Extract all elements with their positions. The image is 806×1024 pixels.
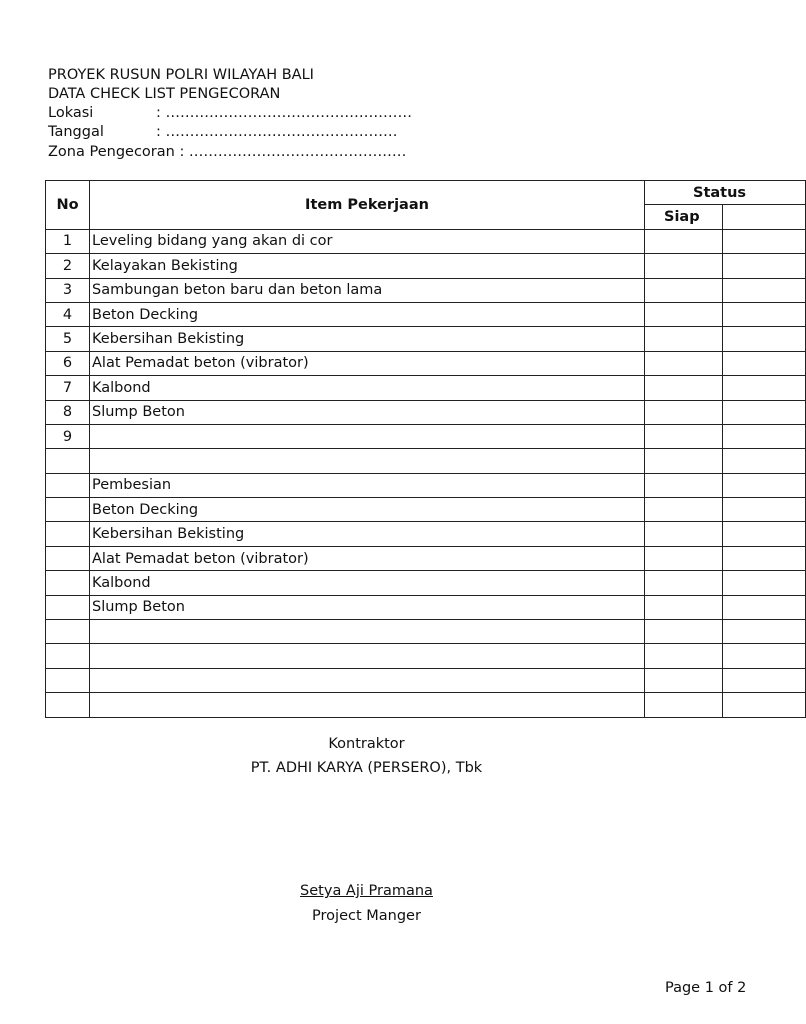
table-row bbox=[46, 693, 806, 717]
header-item-pekerjaan: Item Pekerjaan bbox=[90, 181, 645, 230]
row-item: Alat Pemadat beton (vibrator) bbox=[90, 351, 645, 375]
row-number: 9 bbox=[46, 424, 90, 448]
row-number: 8 bbox=[46, 400, 90, 424]
row-siap-cell bbox=[645, 302, 723, 326]
row-siap-cell bbox=[645, 400, 723, 424]
header-status-other bbox=[723, 205, 806, 229]
row-item bbox=[90, 644, 645, 668]
row-siap-cell bbox=[645, 620, 723, 644]
row-number: 5 bbox=[46, 327, 90, 351]
table-row bbox=[46, 424, 806, 448]
row-item: Alat Pemadat beton (vibrator) bbox=[90, 546, 645, 570]
row-status-cell bbox=[723, 668, 806, 692]
row-siap-cell bbox=[645, 376, 723, 400]
checklist-table bbox=[45, 180, 806, 718]
row-number bbox=[46, 449, 90, 473]
row-siap-cell bbox=[645, 546, 723, 570]
table-row bbox=[46, 327, 806, 351]
row-siap-cell bbox=[645, 522, 723, 546]
table-row bbox=[46, 668, 806, 692]
row-status-cell bbox=[723, 254, 806, 278]
row-item bbox=[90, 668, 645, 692]
row-number: 4 bbox=[46, 302, 90, 326]
table-row bbox=[46, 278, 806, 302]
row-number: 6 bbox=[46, 351, 90, 375]
table-row bbox=[46, 595, 806, 619]
kontraktor-label: Kontraktor bbox=[328, 736, 405, 752]
lokasi-label: Lokasi bbox=[48, 105, 94, 121]
page-number: Page 1 of 2 bbox=[665, 980, 747, 996]
row-status-cell bbox=[723, 449, 806, 473]
row-item: Kalbond bbox=[90, 571, 645, 595]
zona-pengecoran-line: Zona Pengecoran : ……………………………………… bbox=[48, 144, 407, 160]
row-status-cell bbox=[723, 498, 806, 522]
lokasi-line bbox=[48, 104, 412, 123]
lokasi-value: : …………………………………………… bbox=[156, 105, 412, 121]
row-item bbox=[90, 424, 645, 448]
table-row bbox=[46, 498, 806, 522]
table-row bbox=[46, 546, 806, 570]
tanggal-label: Tanggal bbox=[48, 124, 104, 140]
row-status-cell bbox=[723, 327, 806, 351]
row-item: Pembesian bbox=[90, 473, 645, 497]
row-item: Beton Decking bbox=[90, 302, 645, 326]
signer-name: Setya Aji Pramana bbox=[300, 883, 433, 899]
row-number bbox=[46, 571, 90, 595]
row-status-cell bbox=[723, 473, 806, 497]
table-row bbox=[46, 571, 806, 595]
row-status-cell bbox=[723, 400, 806, 424]
row-number: 1 bbox=[46, 229, 90, 253]
row-status-cell bbox=[723, 278, 806, 302]
header-siap: Siap bbox=[645, 205, 723, 229]
table-row bbox=[46, 229, 806, 253]
row-siap-cell bbox=[645, 498, 723, 522]
row-siap-cell bbox=[645, 644, 723, 668]
row-item: Slump Beton bbox=[90, 400, 645, 424]
row-siap-cell bbox=[645, 254, 723, 278]
signer-role: Project Manger bbox=[312, 908, 421, 924]
checklist-rows bbox=[46, 229, 806, 717]
row-siap-cell bbox=[645, 278, 723, 302]
table-row bbox=[46, 351, 806, 375]
row-number bbox=[46, 668, 90, 692]
row-item: Kalbond bbox=[90, 376, 645, 400]
table-row bbox=[46, 522, 806, 546]
row-siap-cell bbox=[645, 693, 723, 717]
table-row bbox=[46, 400, 806, 424]
row-number bbox=[46, 522, 90, 546]
row-number bbox=[46, 498, 90, 522]
table-row bbox=[46, 254, 806, 278]
row-item: Kebersihan Bekisting bbox=[90, 327, 645, 351]
row-item bbox=[90, 693, 645, 717]
row-number bbox=[46, 620, 90, 644]
row-status-cell bbox=[723, 620, 806, 644]
row-item: Sambungan beton baru dan beton lama bbox=[90, 278, 645, 302]
table-row bbox=[46, 449, 806, 473]
row-siap-cell bbox=[645, 424, 723, 448]
row-status-cell bbox=[723, 302, 806, 326]
row-number: 2 bbox=[46, 254, 90, 278]
row-siap-cell bbox=[645, 351, 723, 375]
row-item: Slump Beton bbox=[90, 595, 645, 619]
tanggal-value: : ………………………………………… bbox=[156, 124, 398, 140]
row-item: Kebersihan Bekisting bbox=[90, 522, 645, 546]
table-row bbox=[46, 644, 806, 668]
row-siap-cell bbox=[645, 668, 723, 692]
document-subtitle: DATA CHECK LIST PENGECORAN bbox=[48, 86, 281, 102]
row-status-cell bbox=[723, 571, 806, 595]
row-number: 3 bbox=[46, 278, 90, 302]
row-siap-cell bbox=[645, 473, 723, 497]
row-status-cell bbox=[723, 644, 806, 668]
row-number bbox=[46, 644, 90, 668]
row-status-cell bbox=[723, 546, 806, 570]
header-status: Status bbox=[645, 181, 806, 205]
row-siap-cell bbox=[645, 595, 723, 619]
row-item: Kelayakan Bekisting bbox=[90, 254, 645, 278]
checklist-table-wrapper bbox=[45, 180, 747, 708]
table-row bbox=[46, 302, 806, 326]
row-number: 7 bbox=[46, 376, 90, 400]
row-siap-cell bbox=[645, 229, 723, 253]
row-status-cell bbox=[723, 424, 806, 448]
row-number bbox=[46, 473, 90, 497]
row-number bbox=[46, 546, 90, 570]
row-status-cell bbox=[723, 376, 806, 400]
row-status-cell bbox=[723, 522, 806, 546]
row-item: Leveling bidang yang akan di cor bbox=[90, 229, 645, 253]
row-number bbox=[46, 595, 90, 619]
row-item: Beton Decking bbox=[90, 498, 645, 522]
row-siap-cell bbox=[645, 449, 723, 473]
tanggal-line bbox=[48, 123, 398, 142]
table-row bbox=[46, 473, 806, 497]
row-status-cell bbox=[723, 693, 806, 717]
row-item bbox=[90, 449, 645, 473]
row-status-cell bbox=[723, 595, 806, 619]
row-status-cell bbox=[723, 229, 806, 253]
table-row bbox=[46, 376, 806, 400]
document-title: PROYEK RUSUN POLRI WILAYAH BALI bbox=[48, 67, 314, 83]
table-row bbox=[46, 620, 806, 644]
header-no: No bbox=[46, 181, 90, 230]
row-siap-cell bbox=[645, 327, 723, 351]
contractor-company: PT. ADHI KARYA (PERSERO), Tbk bbox=[250, 760, 483, 776]
row-status-cell bbox=[723, 351, 806, 375]
row-siap-cell bbox=[645, 571, 723, 595]
row-item bbox=[90, 620, 645, 644]
row-number bbox=[46, 693, 90, 717]
